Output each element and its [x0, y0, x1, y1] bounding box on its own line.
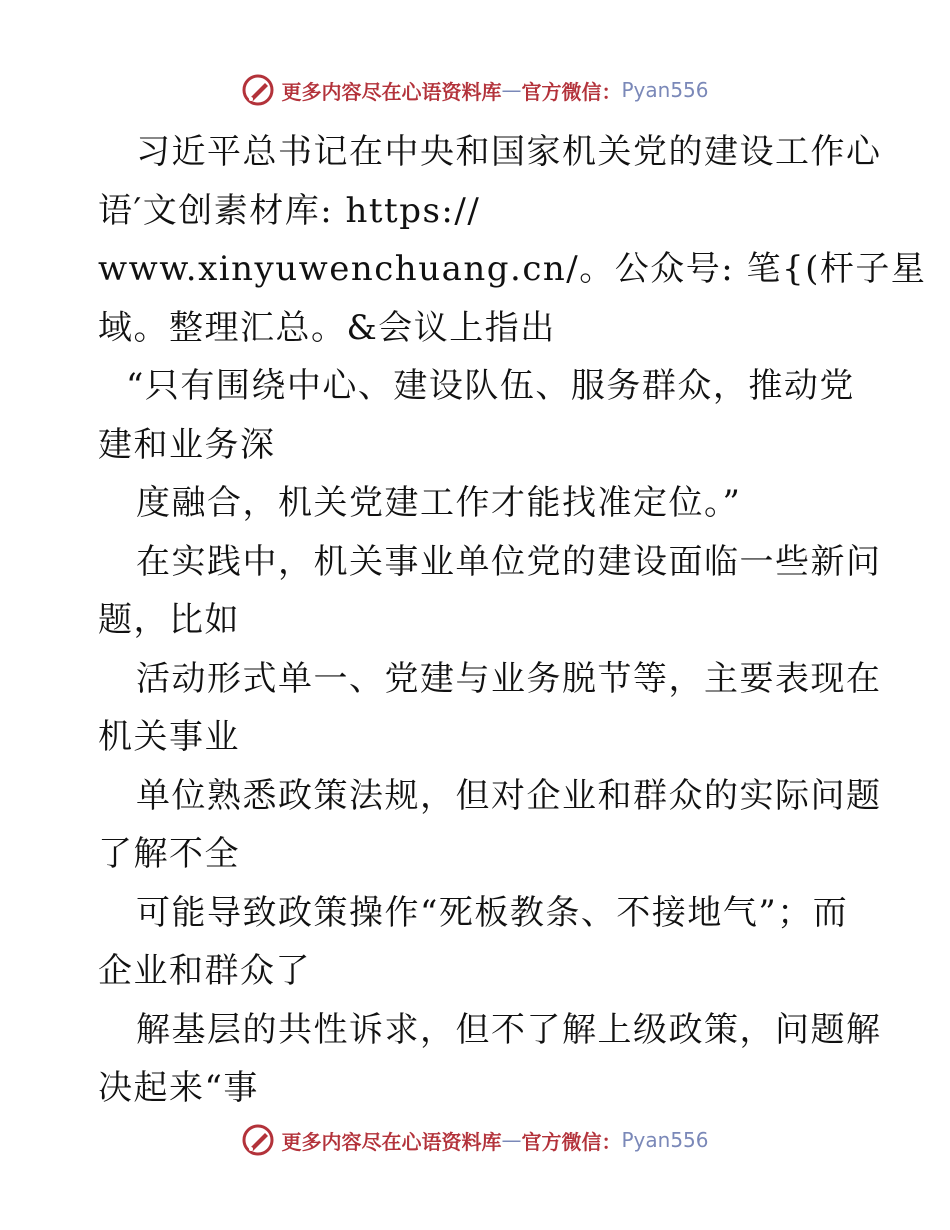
text-line: 了解不全: [98, 834, 240, 874]
text-line: 域。整理汇总。&会议上指出: [98, 307, 556, 348]
banner-wechat-id: Pyan556: [621, 78, 709, 102]
text-line: 活动形式单一、党建与业务脱节等，主要表现在: [136, 658, 882, 699]
text-line: 在实践中，机关事业单位党的建设面临一些新问: [136, 541, 882, 582]
text-line: 可能导致政策操作“死板教条、不接地气”；而: [136, 892, 849, 933]
text-line: 习近平总书记在中央和国家机关党的建设工作心: [136, 132, 882, 172]
text-line: 决起来“事: [98, 1068, 259, 1108]
header-banner: [0, 70, 950, 110]
banner-official-text: 官方微信：: [521, 1129, 622, 1154]
document-body: [98, 123, 927, 1118]
text-line: 单位熟悉政策法规，但对企业和群众的实际问题: [136, 775, 882, 816]
text-line: 题，比如: [98, 600, 240, 640]
text-line: 企业和群众了: [98, 951, 311, 991]
text-line: www.xinyuwenchuang.cn/。公众号: 笔{(杆子星: [98, 249, 927, 289]
footer-banner: [0, 1120, 950, 1160]
banner-main-text: 更多内容尽在心语资料库: [281, 1129, 502, 1154]
text-line: 语′文创素材库: https://: [98, 190, 481, 231]
pen-seal-logo-icon: [241, 73, 275, 107]
text-line: 解基层的共性诉求，但不了解上级政策，问题解: [136, 1009, 882, 1050]
pen-seal-logo-icon: [241, 1123, 275, 1157]
banner-wechat-id: Pyan556: [621, 1128, 709, 1152]
text-line: 建和业务深: [98, 424, 276, 465]
text-line: 机关事业: [98, 717, 240, 757]
banner-separator: —: [501, 1128, 522, 1152]
banner-official-text: 官方微信：: [521, 79, 622, 104]
text-line: 度融合，机关党建工作才能找准定位。”: [136, 483, 742, 523]
banner-main-text: 更多内容尽在心语资料库: [281, 79, 502, 104]
text-line: “只有围绕中心、建设队伍、服务群众，推动党: [126, 366, 855, 406]
banner-separator: —: [501, 78, 522, 102]
